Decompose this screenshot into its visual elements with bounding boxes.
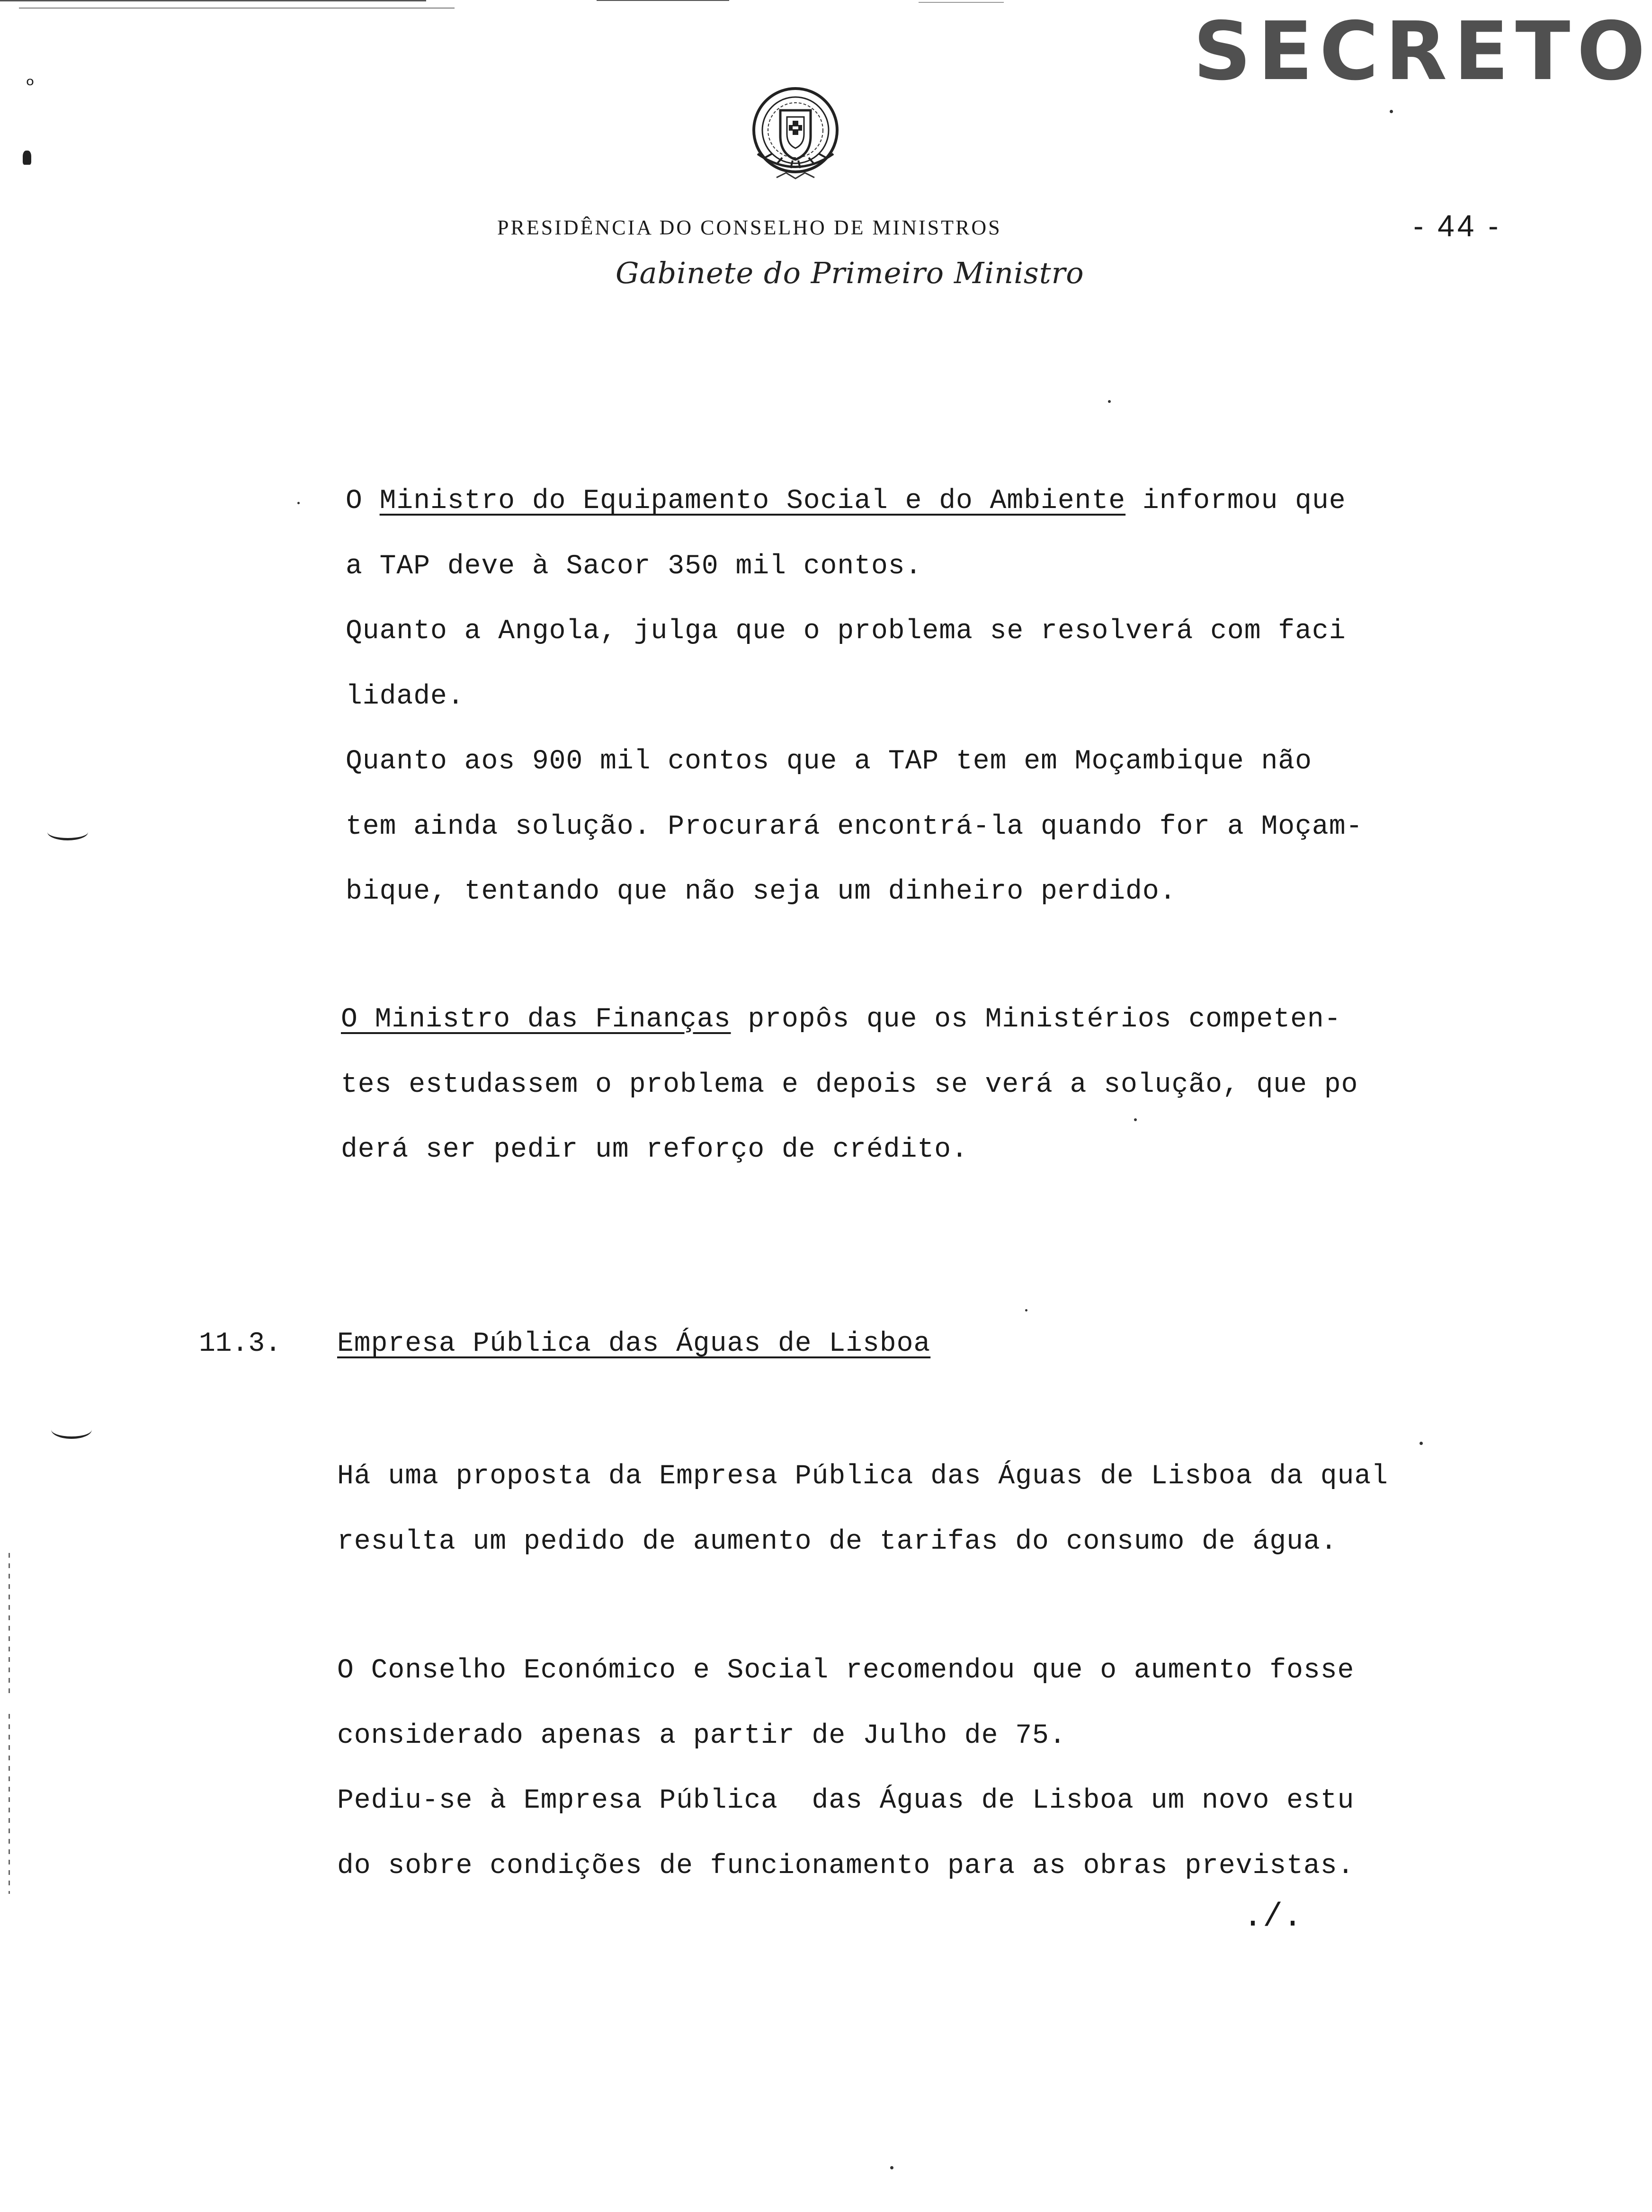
continuation-mark: ./. [1243, 1899, 1303, 1936]
text-line: resulta um pedido de aumento de tarifas do consumo de água. [337, 1526, 1338, 1557]
margin-bracket-mark [47, 824, 88, 840]
text-span: informou que [1125, 486, 1346, 517]
margin-symbol [23, 151, 31, 165]
scan-speck [890, 2166, 893, 2169]
speaker-name: O Ministro das Finanças [341, 1004, 731, 1035]
text-span: O [346, 486, 380, 517]
scan-edge-scratch [9, 1553, 10, 1695]
text-line [346, 488, 1346, 515]
text-line: considerado apenas a partir de Julho de 75. [337, 1721, 1066, 1751]
scan-speck [1134, 1118, 1137, 1121]
speaker-name: Ministro do Equipamento Social e do Ambiente [379, 486, 1126, 517]
section-number: 11.3. [199, 1329, 282, 1359]
secret-stamp: SECRETO [1193, 5, 1652, 98]
coat-of-arms-icon [739, 83, 852, 192]
header-title: PRESIDÊNCIA DO CONSELHO DE MINISTROS [497, 216, 1002, 239]
text-line: tem ainda solução. Procurará encontrá-la quando for a Moçam- [346, 812, 1363, 842]
page-number: - 44 - [1413, 209, 1501, 243]
scan-edge-line [597, 0, 729, 1]
scan-speck [1420, 1442, 1423, 1445]
scan-edge-scratch [9, 1714, 10, 1894]
margin-bracket-mark [51, 1420, 92, 1439]
text-line: a TAP deve à Sacor 350 mil contos. [346, 551, 922, 582]
scan-speck [1390, 110, 1393, 113]
text-line: Quanto aos 900 mil contos que a TAP tem em Moçambique não [346, 746, 1312, 777]
scan-speck [1108, 400, 1111, 403]
scan-speck [1025, 1309, 1027, 1311]
scan-edge-line [19, 8, 455, 9]
text-line: Pediu-se à Empresa Pública das Águas de Lisboa um novo estu [337, 1785, 1355, 1816]
header-subtitle: Gabinete do Primeiro Ministro [616, 256, 1084, 290]
section-heading: Empresa Pública das Águas de Lisboa [337, 1329, 931, 1359]
text-line: tes estudassem o problema e depois se verá a solução, que po [341, 1070, 1358, 1100]
text-span: propôs que os Ministérios competen- [731, 1004, 1341, 1035]
text-line: bique, tentando que não seja um dinheiro perdido. [346, 876, 1177, 907]
text-line: Quanto a Angola, julga que o problema se resolverá com faci [346, 616, 1346, 647]
scan-edge-line [919, 2, 1004, 3]
text-line: lidade. [346, 681, 464, 712]
text-line: O Conselho Económico e Social recomendou que o aumento fosse [337, 1655, 1355, 1686]
text-line: derá ser pedir um reforço de crédito. [341, 1134, 968, 1165]
text-line [341, 1006, 1341, 1034]
text-line: do sobre condições de funcionamento para as obras previstas. [337, 1851, 1355, 1882]
margin-symbol: ₒ [26, 66, 35, 90]
scan-speck [297, 502, 300, 504]
text-line: Há uma proposta da Empresa Pública das Águas de Lisboa da qual [337, 1461, 1388, 1492]
scan-edge-line [0, 0, 426, 1]
